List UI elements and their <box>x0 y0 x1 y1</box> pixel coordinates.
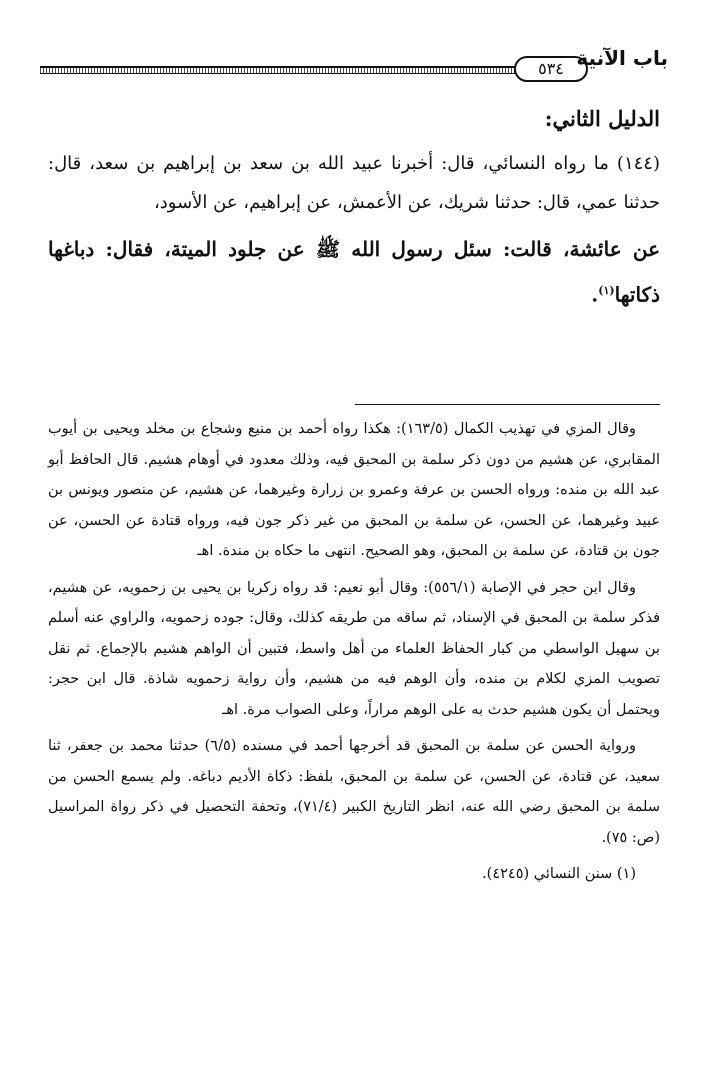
footnote-ref-1: (١) <box>598 284 615 297</box>
chapter-title: باب الآنية <box>576 46 668 70</box>
footnote-1: (١) سنن النسائي (٤٢٤٥). <box>482 866 636 882</box>
page-number: ٥٣٤ <box>514 56 588 82</box>
section-title: الدليل الثاني: <box>544 106 660 131</box>
hadith-end: . <box>591 282 599 307</box>
footnote-paragraph: وقال ابن حجر في الإصابة (٥٥٦/١): وقال أبو نعيم: قد رواه زكريا بن يحيى بن زحمويه، عن هشيم، فذكر سلمة بن المحبق في الإسناد، ثم ساقه من طريقه كذلك، وقال: جوده زحمويه، والراوي عنه أسلم بن سهيل الواسطي من كبار الحفاظ العلماء من أهل واسط، فتبين أن الواهم هشيم بالإجماع. ثم نقل تصويب المزي لكلام بن منده، وأن الوهم فيه من هشيم، وأن رواية زحمويه شاذة. قال ابن حجر: ويحتمل أن يكون هشيم حدث به على الوهم مراراً، وعلى الصواب مرة. اهـ <box>48 579 660 718</box>
header-rule <box>40 66 578 74</box>
footnote-paragraph: ورواية الحسن عن سلمة بن المحبق قد أخرجها أحمد في مسنده (٦/٥) حدثنا محمد بن جعفر، ثنا سعيد، عن قتادة، عن الحسن، عن سلمة بن المحبق، بلفظ: ذكاة الأديم دباغه. ولم يسمع الحسن من سلمة بن المحبق رضي الله عنه، انظر التاريخ الكبير (٧١/٤)، وتحفة التحصيل في ذكر رواة المراسيل (ص: ٧٥). <box>48 738 660 846</box>
footnote-separator <box>355 404 660 405</box>
page-header <box>40 44 668 84</box>
hadith-text <box>48 228 660 316</box>
footnote-paragraph: وقال المزي في تهذيب الكمال (١٦٣/٥): هكذا رواه أحمد بن منيع وشجاع بن مخلد ويحيى بن أيوب المقابري، عن هشيم من دون ذكر سلمة بن المحبق فيه، وذلك معدود في أوهام هشيم. قال الحافظ أبو عبد الله بن منده: ورواه الحسن بن عرفة وعمرو بن زرارة وغيرهما، عن هشيم، عن منصور ويونس بن عبيد وغيرهما، عن الحسن، عن سلمة بن المحبق من غير ذكر جون فيه، ورواه قتادة عن الحسن، عن جون بن قتادة، عن سلمة بن المحبق، وهو الصحيح. انتهى ما حكاه بن مندة. اهـ <box>48 421 660 559</box>
hadith-text-body: عن عائشة، قالت: سئل رسول الله ﷺ عن جلود الميتة، فقال: دباغها ذكاتها <box>48 237 660 307</box>
footnotes <box>48 414 660 896</box>
main-content <box>48 104 660 316</box>
hadith-chain: (١٤٤) ما رواه النسائي، قال: أخبرنا عبيد الله بن سعد بن إبراهيم بن سعد، قال: حدثنا عمي، قال: حدثنا شريك، عن الأعمش، عن إبراهيم، عن الأسود، <box>48 153 660 213</box>
